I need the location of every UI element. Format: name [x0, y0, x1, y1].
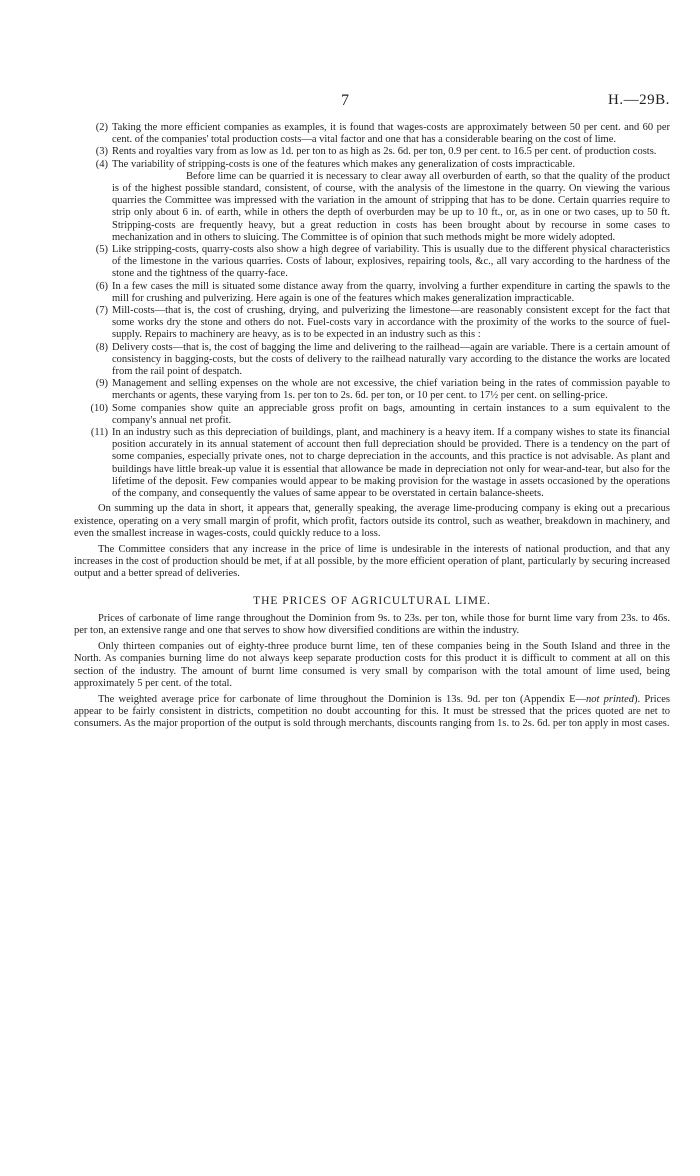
list-item	[74, 146, 670, 158]
list-number: (5)	[95, 244, 108, 256]
list-item	[74, 403, 670, 427]
list-item	[74, 427, 670, 500]
list-text: The variability of stripping-costs is one of the features which makes any generalization of costs impracticable.	[112, 158, 576, 170]
list-text: Mill-costs—that is, the cost of crushing, drying, and pulverizing the limestone—are reasonably consistent except for the fact that some works dry the stone and others do not. Fuel-costs vary in accordance with the proximity of the works to the source of fuel-supply. Repairs to machinery are heavy, as is to be expected in an industry such as this :	[112, 305, 670, 341]
list-text: In an industry such as this depreciation of buildings, plant, and machinery is a heavy item. If a company wishes to state its financial position accurately in its annual statement of account then full depreciation should be provided. There is a tendency on the part of some companies, especially private ones, not to charge depreciation in the accounts, and this practice is not advisable. As plant and buildings have little break-up value it is essential that allowance be made in depreciation not only for wear-and-tear, but also for the lifetime of the deposit. Few companies would appear to be making provision for the wastage in assets occasioned by the operations of the company, and consequently the values of same appear to be overstated in certain balance-sheets.	[112, 427, 670, 500]
paragraph: The Committee considers that any increase in the price of lime is undesirable in the interests of national production, and that any increases in the cost of production should be met, if at all possible, by the more efficient operation of plant, particularly by securing increased output and a better spread of deliveries.	[74, 543, 670, 580]
list-text: Like stripping-costs, quarry-costs also show a high degree of variability. This is usually due to the different physical characteristics of the limestone in the various quarries. Costs of labour, explosives, repairing tools, &c., all vary according to the hardness of the stone and the tightness of the quarry-face.	[112, 244, 670, 280]
page-number: 7	[341, 92, 349, 109]
paragraph-text: ). Prices appear to be fairly consistent in districts, competition no doubt accounting for this. It must be stressed that the prices quoted are net to consumers. As the major proportion of the output is sold through merchants, discounts ranging from 1s. to 2s. 6d. per ton apply in most cases.	[74, 693, 670, 730]
list-number: (10)	[90, 402, 108, 414]
document-code: H.—29B.	[608, 92, 670, 108]
paragraph: Only thirteen companies out of eighty-three produce burnt lime, ten of these companies being in the South Island and three in the North. As companies burning lime do not always keep separate production costs for this product it is difficult to comment at all on this section of the industry. The amount of burnt lime consumed is very small by comparison with the total amount of lime used, being approximately 5 per cent. of the total.	[74, 641, 670, 689]
list-text: In a few cases the mill is situated some distance away from the quarry, involving a further expenditure in carting the spawls to the mill for crushing and pulverizing. Here again is one of the features which makes generalization impracticable.	[112, 280, 670, 304]
list-number: (11)	[90, 427, 108, 439]
list-text: Delivery costs—that is, the cost of bagging the lime and delivering to the railhead—again are variable. There is a certain amount of consistency in bagging-costs, but the costs of delivery to the railhead naturally vary according to the distance the works are located from the rail point of despatch.	[112, 341, 670, 378]
list-number: (8)	[95, 341, 108, 353]
list-item	[74, 122, 670, 146]
list-item	[74, 159, 670, 244]
list-number: (9)	[95, 378, 108, 390]
list-item	[74, 305, 670, 342]
list-item	[74, 378, 670, 402]
list-text: Management and selling expenses on the whole are not excessive, the chief variation being in the rates of commission payable to merchants or agents, these varying from 1s. per ton to 2s. 6d. per ton, or 10 per cent. to 17½ per cent. on selling-price.	[112, 378, 670, 402]
list-text: Taking the more efficient companies as examples, it is found that wages-costs are approximately between 50 per cent. and 60 per cent. of the companies' total production costs—a vital factor and one that has a considerable bearing on the cost of lime.	[112, 122, 670, 146]
section-heading: THE PRICES OF AGRICULTURAL LIME.	[253, 594, 491, 607]
list-number: (7)	[95, 305, 108, 317]
body-text	[74, 122, 670, 731]
list-continuation: Before lime can be quarried it is necessary to clear away all overburden of earth, so that the quality of the product is of the highest possible standard, consistent, of course, with the analysis of the limestone in the quarry. On viewing the various quarries the Committee was impressed with the variation in the amount of stripping that has to be done. Certain quarries require to strip only about 6 in. of earth, while in others the depth of overburden may be up to 10 ft., or, as in one or two cases, up to 50 ft. Stripping-costs are frequently heavy, but a great reduction in costs has been brought about by recourse in some cases to mechanization and in others to sluicing. The Committee is of opinion that such methods might be more widely adopted.	[112, 170, 670, 243]
paragraph: Prices of carbonate of lime range throughout the Dominion from 9s. to 23s. per ton, while those for burnt lime vary from 23s. to 46s. per ton, an extensive range and one that serves to show how diversified conditions are within the industry.	[74, 612, 670, 636]
paragraph	[74, 694, 670, 731]
italic-text: not printed	[586, 693, 634, 705]
list-item	[74, 342, 670, 379]
list-number: (4)	[95, 158, 108, 170]
list-item	[74, 281, 670, 305]
list-item	[74, 244, 670, 281]
paragraph: On summing up the data in short, it appears that, generally speaking, the average lime-producing company is eking out a precarious existence, operating on a very small margin of profit, which profit, factors outside its control, such as weather, breakdown in machinery, and even the smallest increase in wages-costs, could quickly reduce to a loss.	[74, 503, 670, 539]
list-text: Some companies show quite an appreciable gross profit on bags, amounting in certain instances to a sum equivalent to the company's annual net profit.	[112, 402, 670, 426]
list-number: (6)	[95, 280, 108, 292]
list-number: (2)	[95, 122, 108, 133]
list-text: Rents and royalties vary from as low as 1d. per ton to as high as 2s. 6d. per ton, 0.9 per cent. to 16.5 per cent. of production costs.	[112, 146, 657, 158]
list-number: (3)	[95, 146, 108, 158]
paragraph-text: The weighted average price for carbonate of lime throughout the Dominion is 13s. 9d. per ton (Appendix E—	[98, 693, 587, 705]
